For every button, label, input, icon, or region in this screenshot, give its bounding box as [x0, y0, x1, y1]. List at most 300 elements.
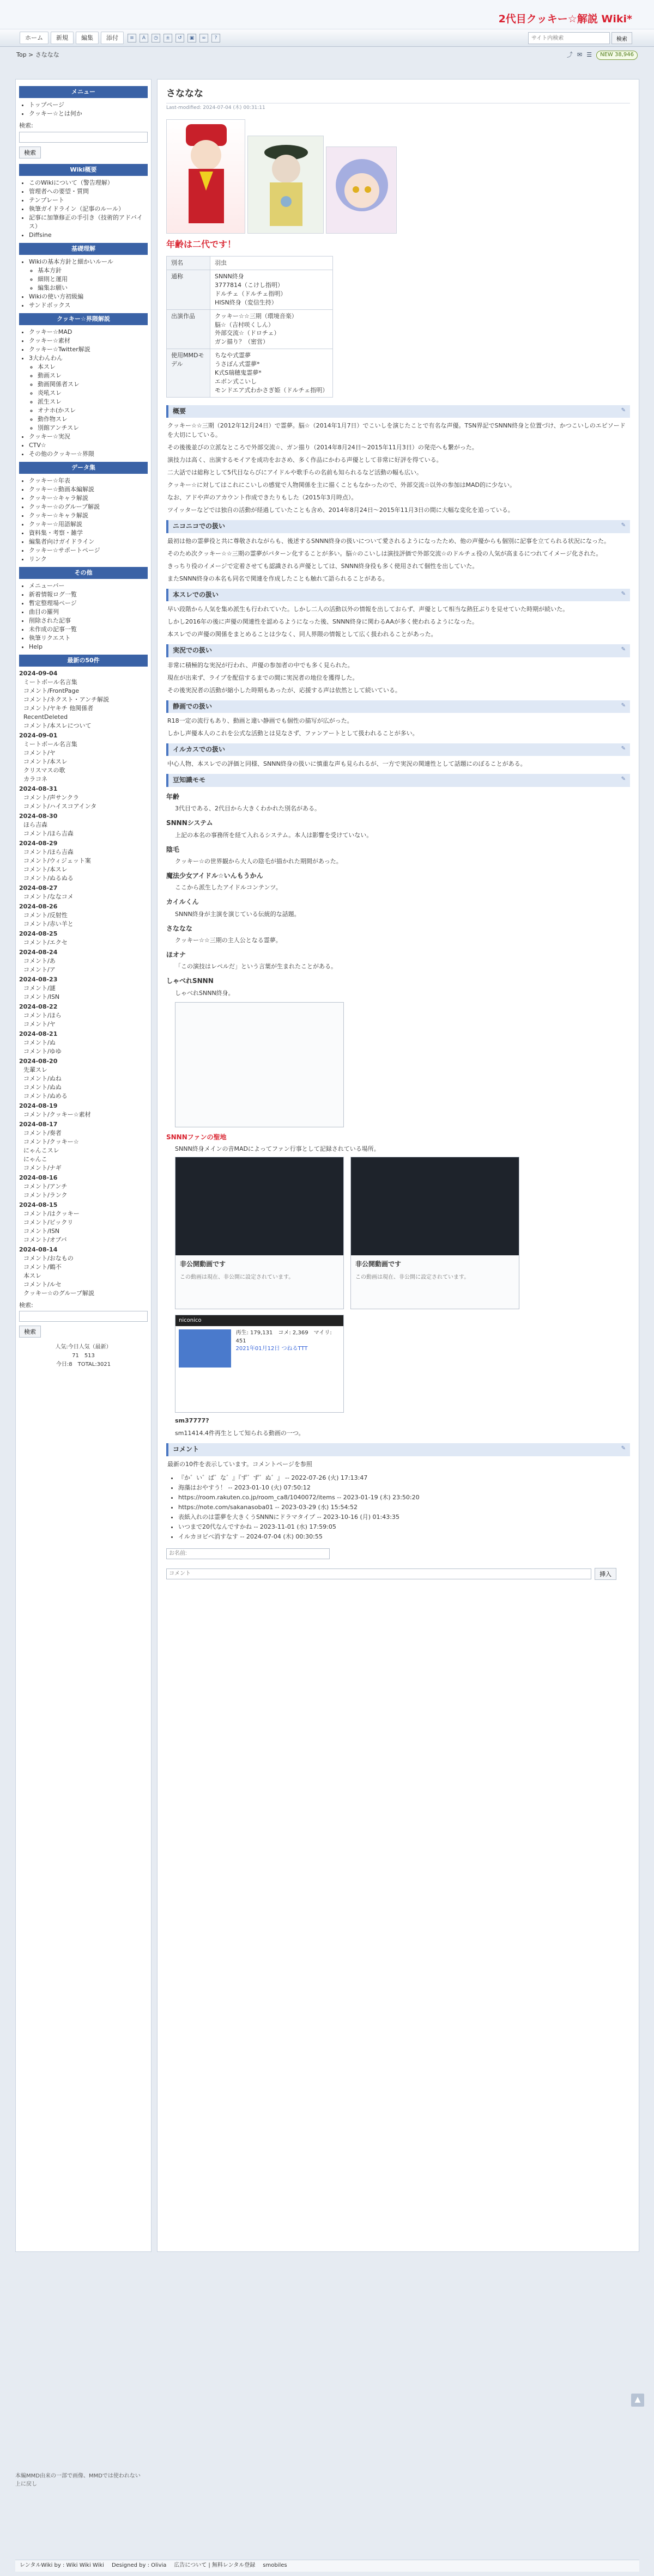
sidebar-subitem[interactable]: ◦ 炎吼スレ — [38, 389, 148, 398]
recent-list — [19, 938, 148, 947]
video-grid — [166, 1157, 630, 1309]
breadcrumb[interactable]: Top > さななな — [16, 51, 59, 59]
recent-item[interactable]: コメント/ぬめる — [23, 1092, 68, 1100]
info-value: ちなや式霊夢 うさぼん式霊夢* K式S瑞穂鬼霊夢* エボン式こいし モンドエア式わかさぎ姫（ドルチェ指明） — [210, 349, 333, 398]
trivia-item-body: ここから派生したアイドルコンテンツ。 — [175, 884, 282, 892]
sidebar-item[interactable]: • クッキー☆のグループ解説 — [29, 503, 148, 511]
sidebar-search2-input[interactable] — [19, 1311, 148, 1322]
breadcrumb-bar — [0, 47, 654, 63]
sidebar-other-title: その他 — [19, 567, 148, 579]
last-modified: Last-modified: 2024-07-04 (木) 00:31:11 — [166, 105, 265, 111]
sidebar-item[interactable]: • 新着情報ログ一覧 — [29, 590, 148, 599]
top-header — [0, 0, 654, 29]
share-icon[interactable]: ⤴ — [567, 51, 573, 59]
section-paragraph: 本スレでの声優の関係をまとめることは少なく、同人界隈の情報として広く扱われることがあった。 — [167, 631, 437, 638]
bottom-left-link[interactable]: レンタルWiki by : Wiki Wiki Wiki — [20, 2562, 104, 2569]
trivia-item-body: 「この演技はレペルだ」という言葉が生まれたことがある。 — [175, 963, 337, 970]
recent-item[interactable]: コメント/あ — [23, 957, 56, 965]
section-title: 静画での扱い — [173, 702, 213, 710]
word-icon[interactable]: A — [140, 34, 148, 42]
recent-list — [19, 821, 148, 838]
bottom-designed: Designed by : Olivia — [111, 2562, 167, 2569]
sidebar-search2-label: 検索: — [19, 1301, 33, 1309]
link-icon[interactable]: ∞ — [199, 34, 208, 42]
section-paragraph: またSNNN終身の本名も同名で関連を作成したことも触れて語られることがある。 — [167, 575, 389, 582]
trivia-item-body: 3代目である、2代目から大きくわかれた別名がある。 — [175, 805, 320, 813]
recent-list — [19, 1210, 148, 1244]
comment-item: • 表紙入れのは霊夢を大きくうSNNNにドラマタイプ -- 2023-10-16 (月) 01:43:35 — [178, 1512, 630, 1522]
sidebar-search-button[interactable]: 検索 — [19, 146, 41, 158]
recent-item[interactable]: ミートボール名言集 — [23, 740, 77, 748]
trivia-item-body: クッキー☆の世界観から大人の陰毛が描かれた期間があった。 — [175, 857, 342, 865]
recent-changes — [19, 669, 148, 1298]
recent-date: 2024-08-21 — [19, 1030, 58, 1037]
sidebar-other-list — [19, 582, 148, 651]
sidebar-item[interactable]: • リンク — [29, 555, 148, 564]
sidebar-recent-title: 最新の50件 — [19, 655, 148, 667]
recent-date: 2024-09-04 — [19, 669, 58, 677]
section-paragraph: 二大話では総称として5代目ならびにアイドルや歌手らの名前も知られるなど活動の幅も広い。 — [167, 469, 423, 477]
thumb-image — [179, 1329, 231, 1368]
recent-item[interactable]: コメント/ビックリ — [23, 1218, 74, 1226]
recent-date: 2024-08-27 — [19, 884, 58, 892]
sidebar-item[interactable]: • クッキー☆Twitter解説 — [29, 345, 148, 354]
sidebar-menu-list — [19, 101, 148, 118]
recent-date: 2024-08-30 — [19, 812, 58, 820]
section-paragraph: その後後並びの立派なところで外部交流☆、ガン描り（2014年8月24日〜2015年11月3日）の発売へも繋がった。 — [167, 444, 478, 451]
comment-item: • 『か゛い゛ば゛な゛』『ず゛ず゛ぬ゛』 -- 2022-07-26 (火) 17:13:47 — [178, 1473, 630, 1483]
section-paragraph: R18一定の流行もあり、動画と違い静画でも個性の描写が広がった。 — [167, 717, 353, 724]
recent-item[interactable]: コメント/声サンクラ — [23, 793, 79, 801]
view-count: 38,946 — [615, 52, 634, 58]
sidebar-basic-list — [19, 258, 148, 310]
sidebar-item[interactable]: • Wikiの使い方初級編 — [29, 292, 148, 301]
recent-item[interactable]: にゃんこ — [23, 1155, 47, 1163]
footer-line-2[interactable]: 上に戻し — [15, 2481, 37, 2487]
recent-item[interactable]: コメント/ルセ — [23, 1280, 62, 1288]
recent-item[interactable]: コメント/クッキー☆素材 — [23, 1110, 91, 1118]
edit-icon[interactable]: ✎ — [621, 590, 626, 597]
recent-item[interactable]: コメント/クッキー☆ — [23, 1138, 79, 1145]
video-card-sub: この動画は現在、非公開に設定されています。 — [355, 1274, 470, 1280]
sidebar-search-label: 検索: — [19, 121, 33, 129]
sidebar-item[interactable]: • クッキー☆実況 — [29, 432, 148, 441]
sidebar-item[interactable]: • 執筆ガイドライン（記事のルール） — [29, 205, 148, 213]
recent-list — [19, 984, 148, 1002]
recent-date: 2024-08-22 — [19, 1003, 58, 1010]
sidebar-wiki-list — [19, 179, 148, 240]
recent-item[interactable]: コメント/ぬね — [23, 1075, 62, 1082]
search-input[interactable] — [528, 32, 610, 44]
sidebar-item[interactable]: • Wikiの基本方針と細かいルール — [29, 258, 148, 266]
counter-title: 人気:今日人気（最新） — [55, 1344, 112, 1351]
recent-item[interactable]: コメント/オブバ — [23, 1236, 67, 1243]
recent-item[interactable]: コメント/ぬぬ — [23, 1083, 62, 1091]
recent-list — [19, 911, 148, 929]
comment-title: コメント — [173, 1445, 199, 1454]
video-card-sub: この動画は現在、非公開に設定されています。 — [180, 1274, 294, 1280]
sidebar-search2-button[interactable]: 検索 — [19, 1326, 41, 1338]
sidebar-data-list — [19, 477, 148, 564]
trivia-item-body: 上記の本名の事務所を経て入れるシステム。本人は影響を受けていない。 — [175, 831, 373, 839]
sidebar-item[interactable]: • その他のクッキー☆界隈 — [29, 450, 148, 459]
video-note: SNNN終身メインの音MADによってファン行事として記録されている場所。 — [175, 1145, 380, 1153]
recent-date: 2024-08-17 — [19, 1120, 58, 1128]
trivia-heading — [166, 774, 630, 786]
recent-item[interactable]: にゃんこスレ — [23, 1146, 59, 1154]
trivia-item-head: カイルくん — [166, 898, 199, 906]
history-icon[interactable]: ↺ — [175, 34, 184, 42]
thumb-title[interactable]: 2021年01月12日 つねるTTT — [235, 1346, 308, 1352]
section-paragraph: しかし2016年の後に声優の関連性を認めるようになった後、SNNN終身に関わるAAが多く使われるようになった。 — [167, 618, 479, 626]
edit-icon[interactable]: ✎ — [621, 1445, 626, 1452]
sidebar-item[interactable]: • クッキー☆年表 — [29, 477, 148, 485]
bottom-links[interactable]: 広告について | 無料レンタル登録 — [174, 2562, 256, 2569]
search-button[interactable]: 検索 — [611, 32, 632, 44]
headline: 年齢は二代です！ — [166, 239, 237, 249]
sidebar-item[interactable]: • 削除された記事 — [29, 616, 148, 625]
recent-item[interactable]: ミートボール名言集 — [23, 678, 77, 686]
new-badge — [596, 51, 638, 60]
counter-total: 今日:8 TOTAL:3021 — [56, 1362, 111, 1368]
recent-item[interactable]: コメント/ヤ — [23, 749, 56, 756]
recent-item[interactable]: コメント/ぬ — [23, 1039, 56, 1046]
section-heading — [166, 700, 630, 713]
character-figure-3 — [326, 147, 397, 234]
recent-date: 2024-08-24 — [19, 948, 58, 956]
section-title: 本スレでの扱い — [173, 590, 219, 599]
page-tools — [567, 51, 638, 60]
recent-item[interactable]: ほら吉森 — [23, 821, 47, 828]
recent-item[interactable]: コメント/おなもの — [23, 1254, 74, 1262]
section-body — [167, 661, 629, 695]
recent-item[interactable]: コメント/ネクスト・アンチ解説 — [23, 695, 110, 703]
menu-home[interactable]: ホーム — [20, 32, 49, 45]
sidebar — [15, 79, 152, 2252]
sidebar-subitem[interactable]: ◦ 動画スレ — [38, 371, 148, 380]
recent-item[interactable]: コメント/ぬるぬる — [23, 874, 74, 882]
recent-list — [19, 1110, 148, 1119]
sidebar-item[interactable]: • クッキー☆動画本編解説 — [29, 485, 148, 494]
recent-item[interactable]: コメント/奏者 — [23, 1129, 62, 1137]
footer — [15, 2473, 639, 2488]
comment-item: • 海藻はおやすう！ -- 2023-01-10 (火) 07:50:12 — [178, 1483, 630, 1493]
recent-list — [19, 1182, 148, 1200]
recent-item[interactable]: コメント/ナギ — [23, 1164, 62, 1171]
recent-item[interactable]: コメント/FrontPage — [23, 687, 80, 694]
help-icon[interactable]: ? — [211, 34, 220, 42]
sidebar-subitem[interactable]: ◦ 基本方針 — [38, 266, 148, 275]
section-paragraph: クッキー☆に対してはこれにこいしの感覚で人物関係を主に描くこともなかったので、外部交流☆以外の参加はMAD的に少ない。 — [167, 481, 516, 489]
sidebar-item[interactable]: • CTV☆ — [29, 441, 148, 450]
sidebar-wiki-title: Wiki概要 — [19, 164, 148, 176]
edit-icon[interactable]: ✎ — [621, 776, 626, 783]
main-content — [157, 79, 639, 2252]
sidebar-cookie-title: クッキー☆界隈解説 — [19, 313, 148, 325]
section-title: イルカスでの扱い — [173, 745, 226, 753]
section-body — [167, 536, 629, 583]
sidebar-item[interactable]: • 管理者への要望・質問 — [29, 187, 148, 196]
info-key: 通称 — [167, 270, 210, 309]
recent-item[interactable]: コメント/ほら吉森 — [23, 848, 74, 856]
section-paragraph: しかし声優本人のこれを公式な活動とは見なさず、ファンアートとして扱われることが多い。 — [167, 729, 419, 737]
edit-icon[interactable]: ✎ — [621, 522, 626, 529]
character-image-2 — [247, 136, 324, 234]
access-counter — [19, 1343, 148, 1369]
sidebar-item[interactable]: • 曲目の羅列 — [29, 608, 148, 616]
recent-item[interactable]: コメント/ア — [23, 966, 56, 973]
video-thumbnail[interactable] — [175, 1315, 344, 1413]
section-heading — [166, 405, 630, 418]
sidebar-item[interactable]: • 記事に加筆修正の手引き（技術的アドバイス） — [29, 213, 148, 231]
recent-item[interactable]: コメント/ウィジェット案 — [23, 857, 91, 864]
section-paragraph: 非常に積極的な実況が行われ、声優の参加者の中でも多く見られた。 — [167, 661, 354, 669]
recent-item[interactable]: コメント/本スレについて — [23, 722, 92, 729]
reimu-figure — [167, 120, 245, 234]
recent-item[interactable]: コメント/ほら — [23, 1011, 62, 1019]
comment-input[interactable] — [166, 1568, 591, 1579]
info-row — [167, 256, 333, 270]
info-key: 出演作品 — [167, 309, 210, 349]
sidebar-item[interactable]: • Help — [29, 643, 148, 651]
edit-icon[interactable]: ✎ — [621, 646, 626, 653]
recent-item[interactable]: コメント/ISN — [23, 993, 60, 1000]
recent-item[interactable]: 先輩スレ — [23, 1066, 47, 1073]
recent-item[interactable]: クリスマスの歌 — [23, 766, 65, 774]
recent-date: 2024-08-23 — [19, 975, 58, 983]
sidebar-subitem[interactable]: ◦ 細則と運用 — [38, 275, 148, 284]
section-heading — [166, 644, 630, 657]
section-paragraph: そのため次クッキー☆☆三期の霊夢がパターン化することが多い。脳☆のこいしは演技評価で外部交流☆のドルチェ役の人気が高まるにつれてイメージ化された。 — [167, 550, 602, 557]
comment-submit-button[interactable]: 挿入 — [595, 1568, 616, 1580]
sm-label: sm37777? — [175, 1417, 209, 1425]
sidebar-item[interactable]: • 編集者向けガイドライン — [29, 538, 148, 546]
sidebar-menu-title: メニュー — [19, 86, 148, 98]
new-label: NEW — [600, 52, 613, 58]
recent-list — [19, 1254, 148, 1298]
recent-item[interactable]: コメント/ななコメ — [23, 893, 74, 900]
recent-item[interactable]: コメント/本スレ — [23, 758, 68, 765]
info-row — [167, 270, 333, 309]
sidebar-item[interactable]: • クッキー☆MAD — [29, 328, 148, 337]
menu-icon[interactable]: ☰ — [586, 51, 592, 59]
comment-heading — [166, 1443, 630, 1456]
recent-list — [19, 848, 148, 883]
section-heading — [166, 743, 630, 756]
info-table — [166, 256, 333, 398]
trivia-item-body: SNNN終身が主演を演じている伝統的な話題。 — [175, 910, 300, 918]
article-sections — [166, 405, 630, 768]
recent-icon[interactable]: ◷ — [152, 34, 160, 42]
section-paragraph: きっちり役のイメージで定着させても認識される声優としては、SNNN終身役も多く使用されて個性を出していた。 — [167, 562, 479, 570]
comment-item: • いつまで20代なんですかね -- 2023-11-01 (水) 17:59:05 — [178, 1522, 630, 1532]
recent-item[interactable]: コメント/ほら吉森 — [23, 829, 74, 837]
recent-item[interactable]: コメント/謎 — [23, 984, 56, 992]
section-paragraph: 現在が出来ず、ライブを配信するまでの間に実況者の地位を獲得した。 — [167, 674, 359, 681]
sidebar-item[interactable]: • クッキー☆とは何か — [29, 109, 148, 118]
section-body — [167, 421, 629, 515]
sidebar-subitem[interactable]: ◦ 本スレ — [38, 363, 148, 371]
info-key: 別名 — [167, 256, 210, 270]
page-title: さななな — [166, 87, 630, 103]
edit-icon[interactable]: ✎ — [621, 407, 626, 413]
menu-attach[interactable]: 添付 — [101, 32, 124, 45]
site-title[interactable]: 2代目クッキー☆解説 Wiki* — [498, 13, 632, 25]
sidebar-subitem[interactable]: ◦ 動作物スレ — [38, 415, 148, 424]
recent-item[interactable]: コメント/アンチ — [23, 1182, 68, 1190]
recent-item[interactable]: コメント/赤い羊と — [23, 920, 74, 927]
video-embed-placeholder[interactable] — [175, 1002, 344, 1127]
list-icon[interactable]: ≡ — [128, 34, 136, 42]
section-paragraph: その後実況者の活動が縮小した時期もあったが、応援する声は依然として続いている。 — [167, 686, 401, 694]
video-card-2[interactable] — [350, 1157, 519, 1309]
recent-list — [19, 1039, 148, 1056]
sidebar-item[interactable]: • 資料集・考察・雑学 — [29, 529, 148, 538]
diff-icon[interactable]: ± — [164, 34, 172, 42]
recent-list — [19, 678, 148, 730]
trivia-title: 豆知識モモ — [173, 776, 206, 784]
trivia-list — [166, 792, 630, 998]
video-card-1[interactable] — [175, 1157, 344, 1309]
trivia-item-head: 年齢 — [166, 792, 180, 801]
recent-list — [19, 1011, 148, 1029]
sidebar-item[interactable]: • 3大わんわん — [29, 354, 148, 363]
section-paragraph: 中心人物、本スレでの評価と同様、SNNN終身の扱いに慎重な声も見られるが、一方で実況の関連性として話題にのぼることがある。 — [167, 760, 526, 768]
recent-list — [19, 1066, 148, 1101]
trivia-item-head: 陰毛 — [166, 845, 180, 853]
recent-item[interactable]: 本スレ — [23, 1272, 41, 1279]
scroll-to-top-icon[interactable]: ▲ — [631, 2394, 644, 2407]
recent-item[interactable]: カラコネ — [23, 775, 47, 783]
character-images — [166, 119, 630, 234]
bottom-right[interactable]: smobiles — [263, 2562, 287, 2569]
recent-list — [19, 793, 148, 811]
trivia-item-head: しゃべれSNNN — [166, 977, 214, 985]
recent-item[interactable]: コメント/ISN — [23, 1227, 60, 1235]
section-paragraph: 早い段階から人気を集め派生も行われていた。しかし二人の活動以外の情報を出しておらず、声優として相当な熱狂ぶりを見せていた時期が続いた。 — [167, 606, 569, 613]
sidebar-subitem[interactable]: ◦ 別館アンチスレ — [38, 424, 148, 432]
trivia-item-body: しゃべれSNNN終身。 — [175, 989, 234, 997]
info-row — [167, 349, 333, 398]
sidebar-data-title: データ集 — [19, 462, 148, 474]
recent-date: 2024-08-29 — [19, 839, 58, 847]
sidebar-subitem[interactable]: ◦ 動画関係者スレ — [38, 380, 148, 389]
comment-item: • https://note.com/sakanasoba01 -- 2023-03-29 (水) 15:54:52 — [178, 1503, 630, 1512]
sidebar-item[interactable]: • Diffsine — [29, 231, 148, 240]
info-value: SNNN終身 3777814（こけし指明） ドルチェ（ドルチェ指明） HISN終身（変信生持） — [210, 270, 333, 309]
bottom-bar — [15, 2560, 639, 2572]
sidebar-item[interactable]: • メニューバー — [29, 582, 148, 590]
sidebar-subitem[interactable]: ◦ オナホ(かスレ — [38, 406, 148, 415]
footer-line-1: 本編MMD由来の一部で画像、MMDでは使われない — [15, 2473, 141, 2479]
sidebar-item[interactable]: • 未作成の記事一覧 — [29, 625, 148, 634]
recent-item[interactable]: コメント/ヤ — [23, 1020, 56, 1028]
comment-item: • https://room.rakuten.co.jp/room_ca8/1040072/items -- 2023-01-19 (木) 23:50:20 — [178, 1493, 630, 1503]
sidebar-item[interactable]: • クッキー☆キャラ解説 — [29, 511, 148, 520]
mail-icon[interactable]: ✉ — [577, 51, 583, 59]
recent-date: 2024-08-20 — [19, 1057, 58, 1065]
recent-date: 2024-08-16 — [19, 1174, 58, 1181]
section-paragraph: クッキー☆☆三期（2012年12月24日）で霊夢。脳☆（2014年1月7日）でこいしを演じたことで有名な声優。TSN界記でSNNN終身と位置づけ、かつこいしのエピソードを大切にしている。 — [167, 422, 626, 439]
thumb-info — [235, 1329, 340, 1368]
section-paragraph: 演技力は高く、出演するモイアを成功をおさめ、多く作品にかわる声優として非常に好評を得ている。 — [167, 456, 443, 464]
sm-note: sm11414.4件再生として知られる動画の一つ。 — [175, 1430, 305, 1437]
comment-list — [166, 1473, 630, 1542]
sidebar-cookie-list — [19, 328, 148, 459]
niconico-bar: niconico — [175, 1315, 343, 1326]
thumb-stats: 再生: 179,131 コメ: 2,369 マイリ: 451 — [235, 1330, 332, 1344]
sidebar-subitem[interactable]: ◦ 派生スレ — [38, 398, 148, 406]
video-card-title: 非公開動画です — [355, 1260, 402, 1268]
section-title: ニコニコでの扱い — [173, 522, 226, 530]
recent-item[interactable]: コメント/エクセ — [23, 938, 68, 946]
backup-icon[interactable]: ▣ — [187, 34, 196, 42]
edit-icon[interactable]: ✎ — [621, 745, 626, 752]
comment-name-input[interactable] — [166, 1548, 330, 1559]
menu-new[interactable]: 新規 — [51, 32, 74, 45]
recent-list — [19, 893, 148, 901]
sidebar-item[interactable]: • クッキー☆サポートページ — [29, 546, 148, 555]
recent-item[interactable]: クッキー☆のグループ解説 — [23, 1289, 94, 1297]
recent-date: 2024-08-31 — [19, 785, 58, 792]
section-body — [167, 605, 629, 639]
recent-item[interactable]: RecentDeleted — [23, 713, 68, 721]
section-body — [167, 716, 629, 738]
info-row — [167, 309, 333, 349]
video-card-title: 非公開動画です — [180, 1260, 226, 1268]
video-section-title: SNNNファンの聖地 — [166, 1133, 227, 1141]
sidebar-item[interactable]: • サンドボックス — [29, 301, 148, 310]
sidebar-item[interactable]: • 暫定整理場ページ — [29, 599, 148, 608]
character-image-3 — [326, 146, 397, 234]
recent-item[interactable]: コメント/本スレ — [23, 865, 68, 873]
thumb-row — [175, 1326, 343, 1371]
recent-item[interactable]: コメント/鶴不 — [23, 1263, 62, 1271]
sidebar-item[interactable]: • このWikiについて（警告理解） — [29, 179, 148, 187]
sidebar-item[interactable]: • 執筆リクエスト — [29, 634, 148, 643]
recent-item[interactable]: コメント/ゆゆ — [23, 1047, 62, 1055]
section-paragraph: 最初は他の霊夢役と共に尊敬されながらも、後述するSNNN終身の扱いについて愛されるようになったため、他の声優からも個別に記事を立てられる状況になった。 — [167, 537, 610, 545]
comment-item: • イルカヨビべ消すなす -- 2024-07-04 (木) 00:30:55 — [178, 1532, 630, 1542]
recent-item[interactable]: コメント/はクッキー — [23, 1210, 80, 1217]
sidebar-item[interactable]: • クッキー☆用語解説 — [29, 520, 148, 529]
koishi-figure — [248, 136, 324, 234]
edit-icon[interactable]: ✎ — [621, 702, 626, 709]
recent-list — [19, 740, 148, 784]
sidebar-item[interactable]: • クッキー☆素材 — [29, 337, 148, 345]
section-paragraph: ツイッターなどでは独自の活動が経過していたことも含め、2014年8月24日〜2015年11月3日の間に大幅な変化を追っている。 — [167, 506, 514, 514]
sidebar-item[interactable]: • クッキー☆キャラ解説 — [29, 494, 148, 503]
sidebar-item[interactable]: • トップページ — [29, 101, 148, 109]
recent-item[interactable]: コメント/ヤキチ 他関係者 — [23, 704, 94, 712]
section-title: 実況での扱い — [173, 646, 213, 655]
section-body — [167, 759, 629, 768]
sidebar-item[interactable]: • テンプレート — [29, 196, 148, 205]
recent-item[interactable]: コメント/反射性 — [23, 911, 68, 919]
recent-date: 2024-08-26 — [19, 902, 58, 910]
comment-form — [166, 1548, 630, 1559]
info-value: 羽虫 — [210, 256, 333, 270]
info-value: クッキー☆☆三期（環境音楽） 脳☆（吉村咲くしん） 外部交流☆（ドロチェ） ガン描り？（密営） — [210, 309, 333, 349]
recent-item[interactable]: コメント/ランク — [23, 1191, 68, 1199]
section-heading — [166, 589, 630, 601]
sidebar-subitem[interactable]: ◦ 編集お願い — [38, 284, 148, 292]
recent-item[interactable]: コメント/ハイスコアインタ — [23, 802, 97, 810]
recent-date: 2024-09-01 — [19, 731, 58, 739]
menu-edit[interactable]: 編集 — [76, 32, 99, 45]
comment-lead: 最新の10件を表示しています。コメントページを参照 — [167, 1460, 312, 1468]
sidebar-search-input[interactable] — [19, 132, 148, 143]
